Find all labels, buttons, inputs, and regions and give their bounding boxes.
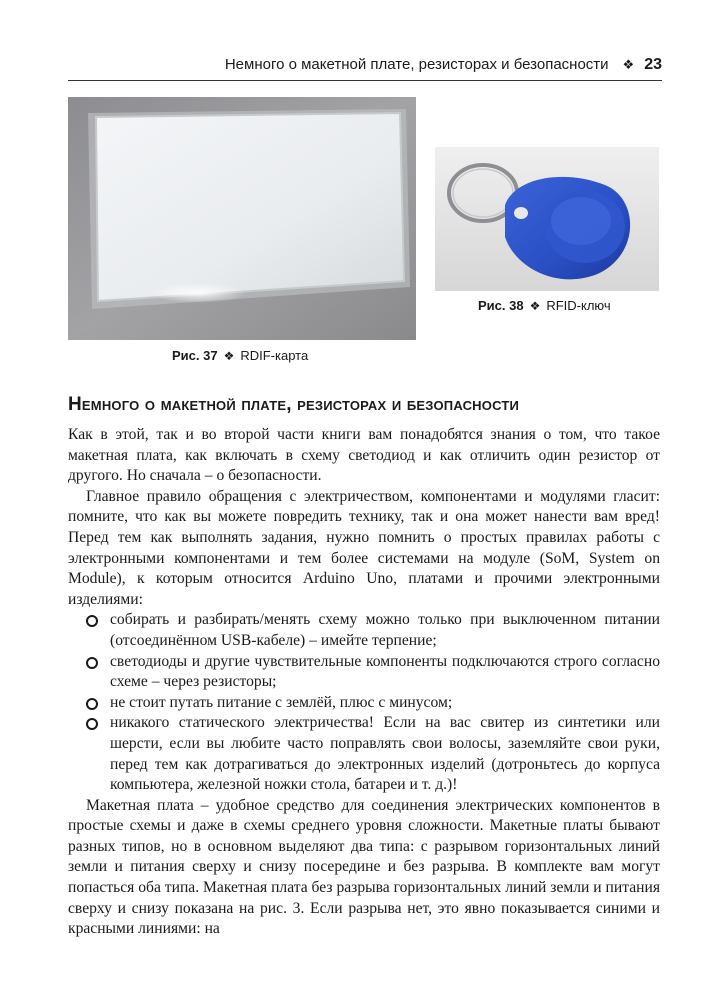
circle-bullet-icon: [86, 615, 98, 627]
circle-bullet-icon: [86, 718, 98, 730]
list-item: [68, 713, 660, 795]
list-item-text: не стоит путать питание с землёй, плюс с минусом;: [110, 693, 453, 711]
section-heading: Немного о макетной плате, резисторах и безопасности: [68, 394, 520, 415]
paragraph-breadboard: Макетная плата – удобное средство для соединения электрических компонентов в простые схемы и даже в схемы среднего уровня сложности. Макетные платы бывают разных типов, но в основном выделяют два типа: с разрывом горизонтальных линий земли и питания сверху и снизу посередине и без разрыва. В комплекте вам могут попасться оба типа. Макетная плата без разрыва горизонтальных линий земли и питания сверху и снизу показана на рис. 3. Если разрыва нет, это явно показывается синими и красными линиями: на: [68, 796, 660, 938]
figure-37-caption: [172, 348, 308, 363]
figure-38-keyfob-photo: [435, 147, 659, 291]
figure-38-caption: [478, 298, 611, 313]
list-item-text: светодиоды и другие чувствительные компоненты подключаются строго согласно схеме – через резисторы;: [110, 652, 660, 691]
diamond-separator-icon: ❖: [529, 299, 541, 313]
safety-rules-list: [68, 610, 660, 795]
running-header-title: Немного о макетной плате, резисторах и безопасности: [224, 56, 609, 73]
list-item: [68, 610, 660, 651]
figure-38-caption-text: RFID-ключ: [546, 298, 611, 313]
paragraph-intro: Как в этой, так и во второй части книги вам понадобятся знания о том, что такое макетная плата, как включать в схему светодиод и как отличить один резистор от другого. Но сначала – о безопасности.: [68, 426, 660, 485]
diamond-separator-icon: ❖: [622, 57, 635, 72]
figure-37-caption-text: RDIF-карта: [240, 348, 309, 363]
figure-38-label: Рис. 38: [478, 298, 524, 313]
circle-bullet-icon: [86, 698, 98, 710]
list-item: [68, 693, 660, 714]
list-item-text: собирать и разбирать/менять схему можно только при выключенном питании (отсоединённом USB-кабеле) – имейте терпение;: [110, 611, 660, 649]
diamond-separator-icon: ❖: [223, 349, 235, 363]
body-text: [68, 425, 660, 940]
figure-37-label: Рис. 37: [172, 348, 218, 363]
figure-37-card-photo: [68, 97, 416, 340]
list-item-text: никакого статического электричества! Если на вас свитер из синтетики или шерсти, если вы любите часто поправлять свои волосы, заземляйте свои руки, перед тем как дотрагиваться до электронных изделий (дотроньтесь до корпуса компьютера, железной ножки стола, батареи и т. д.)!: [110, 714, 660, 794]
page-number: 23: [644, 56, 662, 73]
running-header: [68, 56, 662, 80]
circle-bullet-icon: [86, 657, 98, 669]
header-divider: [68, 80, 662, 81]
list-item: [68, 652, 660, 693]
paragraph-safety-rule: Главное правило обращения с электричеством, компонентами и модулями гласит: помните, что как вы можете повредить технику, так и она может нанести вам вред! Перед тем как выполнять задания, нужно помнить о простых правилах работы с электронными компонентами и тем более системами на модуле (SoM, System on Module), к которым относится Arduino Uno, платами и прочими электронными изделиями:: [68, 487, 660, 608]
